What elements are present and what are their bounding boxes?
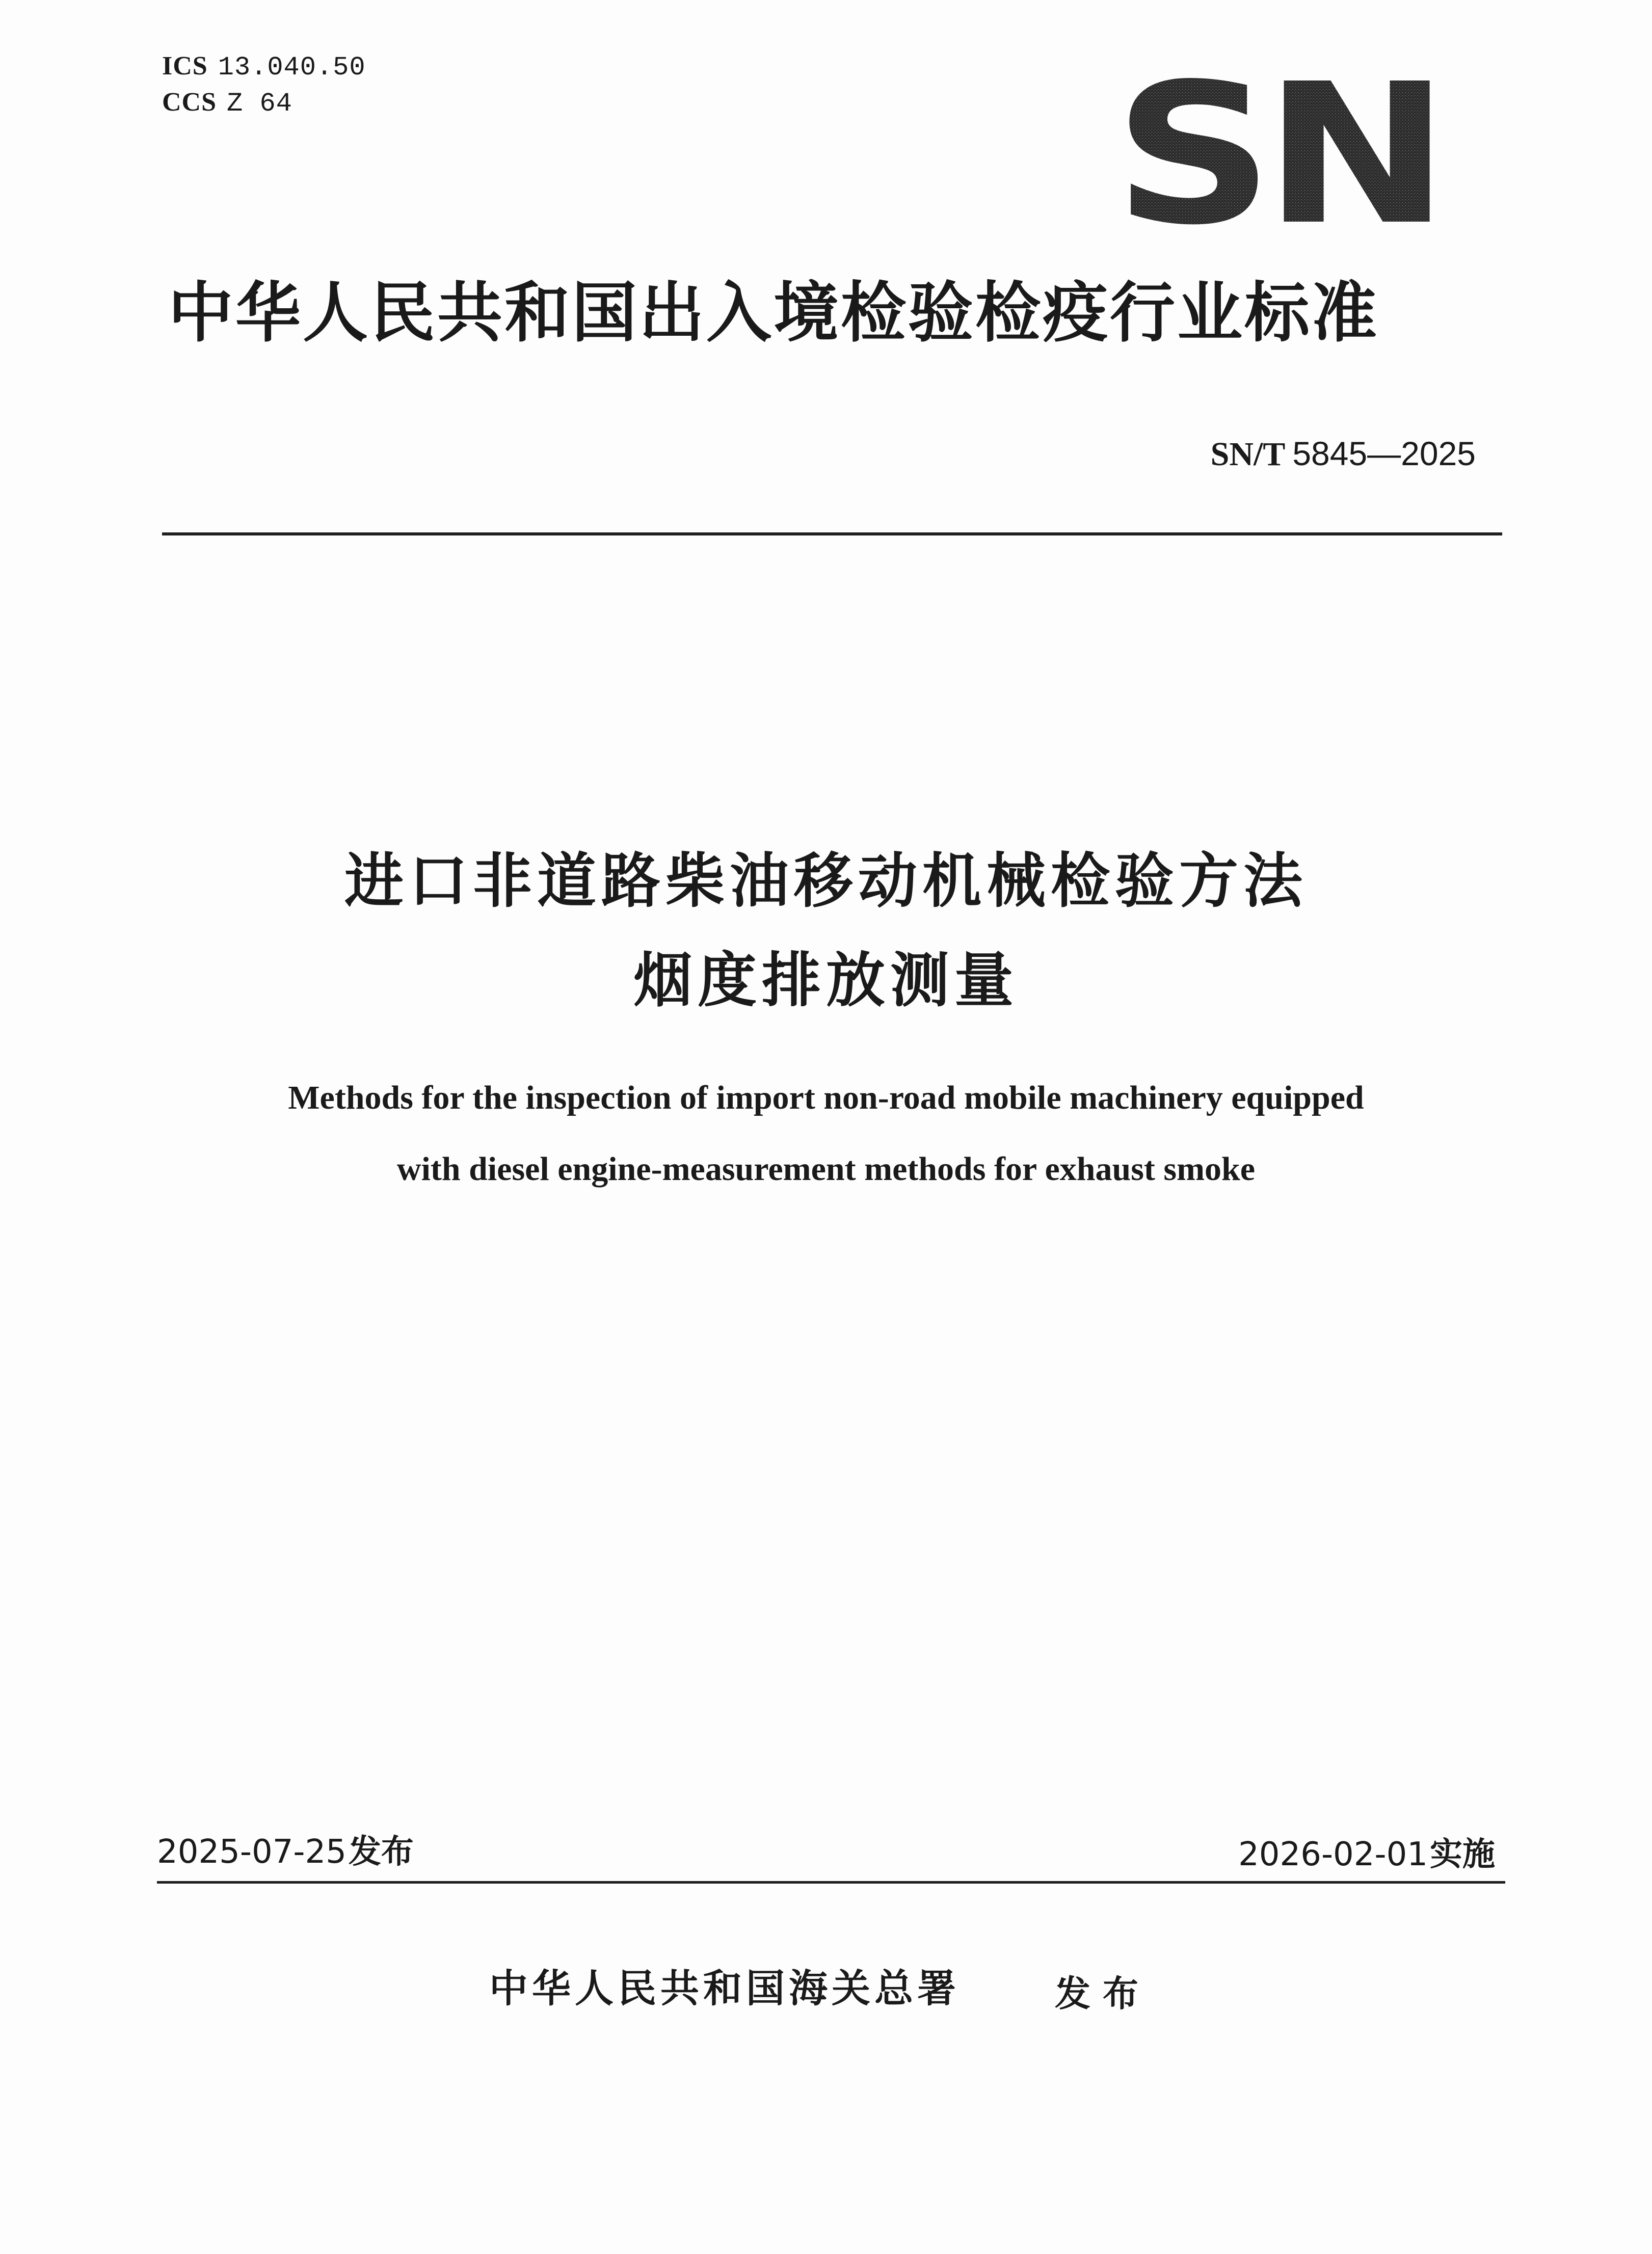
implement-date-label: 实施 <box>1430 1836 1495 1873</box>
ccs-value: Z 64 <box>227 89 292 119</box>
classification-codes <box>162 49 366 121</box>
footer-divider <box>157 1881 1505 1884</box>
publish-label: 发布 <box>1055 1973 1151 2015</box>
standard-number-value: 5845—2025 <box>1292 435 1476 472</box>
issue-date-value: 2025-07-25 <box>157 1833 347 1871</box>
ics-label: ICS <box>162 51 208 81</box>
publisher-name: 中华人民共和国海关总署 <box>489 1966 960 2011</box>
implement-date-value: 2026-02-01 <box>1238 1836 1428 1873</box>
title-cn-line2: 烟度排放测量 <box>633 946 1019 1015</box>
issue-date-label: 发布 <box>348 1833 414 1871</box>
ics-line <box>162 49 366 85</box>
header-divider <box>162 532 1502 535</box>
standard-number <box>1211 433 1476 475</box>
ccs-label: CCS <box>162 88 217 117</box>
title-en-line2: with diesel engine-measurement methods for exhaust smoke <box>396 1150 1256 1188</box>
ics-value: 13.040.50 <box>218 52 366 83</box>
standard-prefix: SN/T <box>1210 436 1286 473</box>
title-en-line1: Methods for the inspection of import non-road mobile machinery equipped <box>288 1079 1364 1116</box>
sn-logo-text: SN <box>1113 76 1440 229</box>
title-cn-line1: 进口非道路柴油移动机械检验方法 <box>344 847 1308 916</box>
industry-standard-title: 中华人民共和国出入境检验检疫行业标准 <box>168 275 1379 351</box>
sn-logo <box>1108 76 1445 229</box>
ccs-line <box>162 85 366 121</box>
implement-date <box>1238 1834 1495 1875</box>
issue-date <box>157 1832 414 1872</box>
